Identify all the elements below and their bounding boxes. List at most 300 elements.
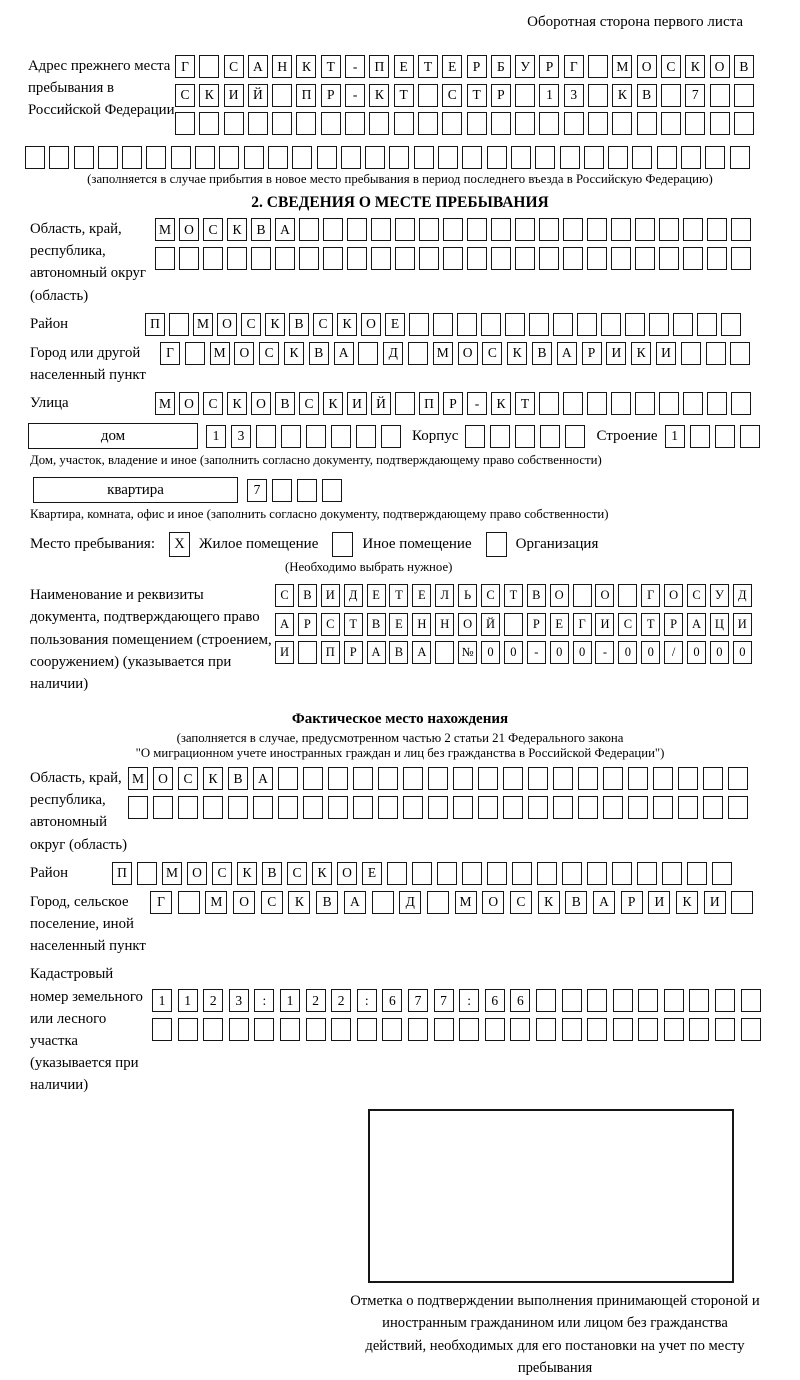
char-cell[interactable]: Е xyxy=(385,313,405,336)
char-cell[interactable] xyxy=(418,112,438,135)
char-cell[interactable] xyxy=(503,796,523,819)
char-cell[interactable] xyxy=(178,1018,198,1041)
char-cell[interactable]: К xyxy=(612,84,632,107)
char-cell[interactable]: С xyxy=(178,767,198,790)
char-cell[interactable] xyxy=(515,84,535,107)
char-cell[interactable] xyxy=(707,247,727,270)
char-cell[interactable] xyxy=(535,146,555,169)
char-cell[interactable] xyxy=(512,862,532,885)
char-cell[interactable] xyxy=(178,891,200,914)
char-cell[interactable] xyxy=(588,112,608,135)
char-cell[interactable] xyxy=(653,767,673,790)
char-cell[interactable] xyxy=(297,479,317,502)
char-cell[interactable]: Т xyxy=(641,613,660,636)
char-cell[interactable]: О xyxy=(233,891,255,914)
char-cell[interactable]: А xyxy=(248,55,268,78)
char-cell[interactable] xyxy=(356,425,376,448)
char-cell[interactable]: О xyxy=(153,767,173,790)
char-cell[interactable] xyxy=(179,247,199,270)
char-cell[interactable] xyxy=(365,146,385,169)
char-cell[interactable] xyxy=(637,112,657,135)
char-cell[interactable] xyxy=(740,425,760,448)
char-cell[interactable]: В xyxy=(228,767,248,790)
char-cell[interactable] xyxy=(741,989,761,1012)
char-cell[interactable] xyxy=(661,112,681,135)
char-cell[interactable] xyxy=(435,641,454,664)
char-cell[interactable] xyxy=(437,862,457,885)
char-cell[interactable]: К xyxy=(538,891,560,914)
char-cell[interactable] xyxy=(653,796,673,819)
char-cell[interactable]: А xyxy=(275,218,295,241)
char-cell[interactable] xyxy=(515,425,535,448)
char-cell[interactable]: Д xyxy=(383,342,403,365)
char-cell[interactable]: А xyxy=(367,641,386,664)
char-cell[interactable]: / xyxy=(664,641,683,664)
char-cell[interactable]: 0 xyxy=(687,641,706,664)
char-cell[interactable] xyxy=(457,313,477,336)
char-cell[interactable] xyxy=(203,1018,223,1041)
char-cell[interactable]: Р xyxy=(582,342,602,365)
char-cell[interactable]: Т xyxy=(504,584,523,607)
char-cell[interactable] xyxy=(608,146,628,169)
char-cell[interactable]: У xyxy=(515,55,535,78)
char-cell[interactable]: И xyxy=(733,613,752,636)
char-cell[interactable]: Д xyxy=(344,584,363,607)
char-cell[interactable]: С xyxy=(241,313,261,336)
char-cell[interactable] xyxy=(341,146,361,169)
char-cell[interactable]: Т xyxy=(394,84,414,107)
char-cell[interactable] xyxy=(678,767,698,790)
char-cell[interactable]: И xyxy=(224,84,244,107)
char-cell[interactable]: В xyxy=(527,584,546,607)
char-cell[interactable]: К xyxy=(227,392,247,415)
char-cell[interactable] xyxy=(657,146,677,169)
char-cell[interactable] xyxy=(539,218,559,241)
char-cell[interactable]: И xyxy=(595,613,614,636)
char-cell[interactable] xyxy=(331,425,351,448)
char-cell[interactable]: М xyxy=(155,218,175,241)
char-cell[interactable] xyxy=(539,247,559,270)
char-cell[interactable] xyxy=(587,989,607,1012)
char-cell[interactable] xyxy=(659,392,679,415)
char-cell[interactable] xyxy=(664,989,684,1012)
char-cell[interactable]: А xyxy=(344,891,366,914)
char-cell[interactable] xyxy=(128,796,148,819)
char-cell[interactable] xyxy=(275,247,295,270)
char-cell[interactable]: 3 xyxy=(229,989,249,1012)
char-cell[interactable]: - xyxy=(345,55,365,78)
char-cell[interactable] xyxy=(638,989,658,1012)
char-cell[interactable] xyxy=(306,1018,326,1041)
char-cell[interactable] xyxy=(303,796,323,819)
char-cell[interactable]: Е xyxy=(442,55,462,78)
char-cell[interactable] xyxy=(443,218,463,241)
char-cell[interactable]: И xyxy=(347,392,367,415)
char-cell[interactable] xyxy=(728,767,748,790)
char-cell[interactable] xyxy=(683,247,703,270)
char-cell[interactable] xyxy=(712,862,732,885)
char-cell[interactable] xyxy=(281,425,301,448)
char-cell[interactable]: 1 xyxy=(178,989,198,1012)
char-cell[interactable] xyxy=(715,1018,735,1041)
char-cell[interactable] xyxy=(707,392,727,415)
char-cell[interactable] xyxy=(382,1018,402,1041)
char-cell[interactable]: Г xyxy=(175,55,195,78)
char-cell[interactable]: Е xyxy=(412,584,431,607)
char-cell[interactable]: О xyxy=(637,55,657,78)
char-cell[interactable]: К xyxy=(631,342,651,365)
char-cell[interactable]: П xyxy=(296,84,316,107)
char-cell[interactable]: 6 xyxy=(485,989,505,1012)
char-cell[interactable] xyxy=(387,862,407,885)
char-cell[interactable]: К xyxy=(676,891,698,914)
char-cell[interactable] xyxy=(683,218,703,241)
char-cell[interactable]: В xyxy=(565,891,587,914)
char-cell[interactable] xyxy=(272,479,292,502)
char-cell[interactable] xyxy=(169,313,189,336)
char-cell[interactable] xyxy=(485,1018,505,1041)
char-cell[interactable] xyxy=(74,146,94,169)
char-cell[interactable] xyxy=(741,1018,761,1041)
char-cell[interactable]: 2 xyxy=(331,989,351,1012)
char-cell[interactable]: Й xyxy=(371,392,391,415)
char-cell[interactable] xyxy=(345,112,365,135)
checkbox-organizatsiya[interactable] xyxy=(486,532,507,557)
char-cell[interactable] xyxy=(378,796,398,819)
char-cell[interactable]: Г xyxy=(573,613,592,636)
char-cell[interactable]: Д xyxy=(733,584,752,607)
char-cell[interactable] xyxy=(661,84,681,107)
char-cell[interactable] xyxy=(577,313,597,336)
char-cell[interactable] xyxy=(98,146,118,169)
char-cell[interactable] xyxy=(256,425,276,448)
char-cell[interactable]: Н xyxy=(412,613,431,636)
char-cell[interactable] xyxy=(681,342,701,365)
char-cell[interactable] xyxy=(195,146,215,169)
char-cell[interactable]: С xyxy=(299,392,319,415)
char-cell[interactable] xyxy=(635,218,655,241)
char-cell[interactable]: Д xyxy=(399,891,421,914)
checkbox-inoe[interactable] xyxy=(332,532,353,557)
char-cell[interactable] xyxy=(328,767,348,790)
char-cell[interactable]: В xyxy=(262,862,282,885)
char-cell[interactable]: К xyxy=(312,862,332,885)
char-cell[interactable]: М xyxy=(455,891,477,914)
char-cell[interactable] xyxy=(553,796,573,819)
char-cell[interactable]: О xyxy=(482,891,504,914)
char-cell[interactable]: Т xyxy=(321,55,341,78)
char-cell[interactable]: У xyxy=(710,584,729,607)
char-cell[interactable]: П xyxy=(419,392,439,415)
char-cell[interactable]: 3 xyxy=(564,84,584,107)
char-cell[interactable] xyxy=(683,392,703,415)
char-cell[interactable]: К xyxy=(337,313,357,336)
char-cell[interactable] xyxy=(146,146,166,169)
char-cell[interactable] xyxy=(403,796,423,819)
char-cell[interactable]: Г xyxy=(150,891,172,914)
char-cell[interactable] xyxy=(721,313,741,336)
char-cell[interactable] xyxy=(317,146,337,169)
char-cell[interactable]: В xyxy=(532,342,552,365)
char-cell[interactable]: О xyxy=(234,342,254,365)
char-cell[interactable] xyxy=(690,425,710,448)
char-cell[interactable] xyxy=(563,392,583,415)
char-cell[interactable] xyxy=(730,342,750,365)
char-cell[interactable] xyxy=(272,84,292,107)
char-cell[interactable] xyxy=(419,247,439,270)
char-cell[interactable] xyxy=(178,796,198,819)
char-cell[interactable] xyxy=(25,146,45,169)
char-cell[interactable] xyxy=(588,55,608,78)
char-cell[interactable] xyxy=(322,479,342,502)
char-cell[interactable]: 3 xyxy=(231,425,251,448)
char-cell[interactable] xyxy=(628,796,648,819)
char-cell[interactable] xyxy=(296,112,316,135)
char-cell[interactable]: Е xyxy=(394,55,414,78)
char-cell[interactable]: С xyxy=(687,584,706,607)
char-cell[interactable] xyxy=(152,1018,172,1041)
char-cell[interactable] xyxy=(487,862,507,885)
char-cell[interactable] xyxy=(369,112,389,135)
char-cell[interactable]: С xyxy=(203,218,223,241)
char-cell[interactable] xyxy=(467,218,487,241)
char-cell[interactable]: Р xyxy=(491,84,511,107)
char-cell[interactable] xyxy=(687,862,707,885)
char-cell[interactable]: О xyxy=(187,862,207,885)
char-cell[interactable]: Т xyxy=(515,392,535,415)
char-cell[interactable] xyxy=(490,425,510,448)
char-cell[interactable]: Н xyxy=(272,55,292,78)
char-cell[interactable] xyxy=(467,247,487,270)
char-cell[interactable]: О xyxy=(251,392,271,415)
char-cell[interactable] xyxy=(511,146,531,169)
char-cell[interactable]: - xyxy=(467,392,487,415)
char-cell[interactable] xyxy=(251,247,271,270)
char-cell[interactable]: О xyxy=(179,392,199,415)
char-cell[interactable] xyxy=(278,767,298,790)
char-cell[interactable] xyxy=(433,313,453,336)
char-cell[interactable] xyxy=(353,767,373,790)
char-cell[interactable]: Й xyxy=(481,613,500,636)
char-cell[interactable]: Й xyxy=(248,84,268,107)
char-cell[interactable] xyxy=(299,218,319,241)
char-cell[interactable] xyxy=(731,218,751,241)
char-cell[interactable]: О xyxy=(710,55,730,78)
char-cell[interactable]: 7 xyxy=(685,84,705,107)
char-cell[interactable] xyxy=(537,862,557,885)
char-cell[interactable] xyxy=(434,1018,454,1041)
char-cell[interactable]: 7 xyxy=(434,989,454,1012)
char-cell[interactable] xyxy=(697,313,717,336)
char-cell[interactable] xyxy=(528,767,548,790)
char-cell[interactable]: И xyxy=(704,891,726,914)
char-cell[interactable] xyxy=(453,767,473,790)
char-cell[interactable] xyxy=(553,313,573,336)
char-cell[interactable] xyxy=(587,247,607,270)
char-cell[interactable]: 2 xyxy=(203,989,223,1012)
char-cell[interactable] xyxy=(553,767,573,790)
char-cell[interactable] xyxy=(357,1018,377,1041)
char-cell[interactable]: А xyxy=(253,767,273,790)
char-cell[interactable]: О xyxy=(361,313,381,336)
char-cell[interactable]: В xyxy=(367,613,386,636)
char-cell[interactable]: Ц xyxy=(710,613,729,636)
char-cell[interactable] xyxy=(491,218,511,241)
char-cell[interactable]: В xyxy=(251,218,271,241)
char-cell[interactable]: О xyxy=(458,342,478,365)
char-cell[interactable] xyxy=(122,146,142,169)
char-cell[interactable] xyxy=(278,796,298,819)
char-cell[interactable]: А xyxy=(557,342,577,365)
char-cell[interactable]: Р xyxy=(621,891,643,914)
char-cell[interactable] xyxy=(564,112,584,135)
char-cell[interactable]: М xyxy=(433,342,453,365)
char-cell[interactable] xyxy=(588,84,608,107)
char-cell[interactable] xyxy=(323,218,343,241)
char-cell[interactable] xyxy=(224,112,244,135)
char-cell[interactable]: - xyxy=(527,641,546,664)
char-cell[interactable] xyxy=(427,891,449,914)
char-cell[interactable] xyxy=(562,862,582,885)
char-cell[interactable] xyxy=(536,1018,556,1041)
char-cell[interactable]: В xyxy=(309,342,329,365)
char-cell[interactable]: К xyxy=(288,891,310,914)
char-cell[interactable] xyxy=(578,796,598,819)
char-cell[interactable] xyxy=(613,1018,633,1041)
char-cell[interactable]: Т xyxy=(467,84,487,107)
char-cell[interactable]: М xyxy=(210,342,230,365)
char-cell[interactable]: Л xyxy=(435,584,454,607)
char-cell[interactable] xyxy=(331,1018,351,1041)
char-cell[interactable] xyxy=(731,247,751,270)
char-cell[interactable] xyxy=(199,112,219,135)
char-cell[interactable] xyxy=(137,862,157,885)
char-cell[interactable] xyxy=(395,218,415,241)
char-cell[interactable]: С xyxy=(259,342,279,365)
char-cell[interactable]: С xyxy=(212,862,232,885)
char-cell[interactable] xyxy=(203,247,223,270)
char-cell[interactable] xyxy=(715,989,735,1012)
char-cell[interactable] xyxy=(710,84,730,107)
char-cell[interactable] xyxy=(560,146,580,169)
char-cell[interactable]: К xyxy=(491,392,511,415)
char-cell[interactable]: : xyxy=(459,989,479,1012)
char-cell[interactable] xyxy=(442,112,462,135)
char-cell[interactable] xyxy=(539,392,559,415)
char-cell[interactable] xyxy=(528,796,548,819)
char-cell[interactable]: С xyxy=(313,313,333,336)
char-cell[interactable] xyxy=(536,989,556,1012)
char-cell[interactable] xyxy=(478,796,498,819)
char-cell[interactable]: 0 xyxy=(710,641,729,664)
char-cell[interactable] xyxy=(155,247,175,270)
char-cell[interactable] xyxy=(49,146,69,169)
char-cell[interactable]: С xyxy=(175,84,195,107)
char-cell[interactable] xyxy=(637,862,657,885)
char-cell[interactable]: С xyxy=(661,55,681,78)
char-cell[interactable] xyxy=(306,425,326,448)
char-cell[interactable]: 0 xyxy=(550,641,569,664)
char-cell[interactable]: Р xyxy=(527,613,546,636)
char-cell[interactable] xyxy=(703,767,723,790)
char-cell[interactable]: Н xyxy=(435,613,454,636)
char-cell[interactable]: Р xyxy=(539,55,559,78)
char-cell[interactable]: В xyxy=(637,84,657,107)
char-cell[interactable]: К xyxy=(199,84,219,107)
char-cell[interactable]: И xyxy=(275,641,294,664)
char-cell[interactable]: 0 xyxy=(481,641,500,664)
char-cell[interactable]: С xyxy=(321,613,340,636)
char-cell[interactable] xyxy=(419,218,439,241)
char-cell[interactable] xyxy=(565,425,585,448)
char-cell[interactable] xyxy=(481,313,501,336)
char-cell[interactable] xyxy=(412,862,432,885)
char-cell[interactable] xyxy=(303,767,323,790)
char-cell[interactable] xyxy=(578,767,598,790)
char-cell[interactable] xyxy=(459,1018,479,1041)
char-cell[interactable]: Е xyxy=(389,613,408,636)
char-cell[interactable] xyxy=(659,247,679,270)
char-cell[interactable]: К xyxy=(284,342,304,365)
char-cell[interactable] xyxy=(389,146,409,169)
char-cell[interactable]: Г xyxy=(641,584,660,607)
char-cell[interactable] xyxy=(612,862,632,885)
char-cell[interactable]: : xyxy=(254,989,274,1012)
char-cell[interactable] xyxy=(153,796,173,819)
char-cell[interactable] xyxy=(395,247,415,270)
char-cell[interactable] xyxy=(705,146,725,169)
char-cell[interactable] xyxy=(515,218,535,241)
char-cell[interactable] xyxy=(673,313,693,336)
char-cell[interactable] xyxy=(203,796,223,819)
char-cell[interactable] xyxy=(664,1018,684,1041)
char-cell[interactable]: 0 xyxy=(618,641,637,664)
char-cell[interactable]: Е xyxy=(550,613,569,636)
char-cell[interactable] xyxy=(395,392,415,415)
char-cell[interactable] xyxy=(563,218,583,241)
char-cell[interactable] xyxy=(515,247,535,270)
char-cell[interactable]: Ь xyxy=(458,584,477,607)
char-cell[interactable]: С xyxy=(287,862,307,885)
char-cell[interactable]: О xyxy=(550,584,569,607)
char-cell[interactable]: В xyxy=(389,641,408,664)
char-cell[interactable] xyxy=(529,313,549,336)
char-cell[interactable] xyxy=(710,112,730,135)
char-cell[interactable] xyxy=(611,392,631,415)
char-cell[interactable] xyxy=(353,796,373,819)
char-cell[interactable]: А xyxy=(412,641,431,664)
char-cell[interactable] xyxy=(418,84,438,107)
char-cell[interactable] xyxy=(298,641,317,664)
char-cell[interactable] xyxy=(681,146,701,169)
char-cell[interactable] xyxy=(734,112,754,135)
char-cell[interactable] xyxy=(731,891,753,914)
char-cell[interactable]: Р xyxy=(298,613,317,636)
char-cell[interactable]: Г xyxy=(160,342,180,365)
char-cell[interactable] xyxy=(613,989,633,1012)
char-cell[interactable] xyxy=(253,796,273,819)
char-cell[interactable] xyxy=(175,112,195,135)
char-cell[interactable] xyxy=(428,767,448,790)
char-cell[interactable]: Р xyxy=(321,84,341,107)
char-cell[interactable]: 0 xyxy=(504,641,523,664)
char-cell[interactable]: К xyxy=(227,218,247,241)
char-cell[interactable]: : xyxy=(357,989,377,1012)
char-cell[interactable]: 0 xyxy=(573,641,592,664)
char-cell[interactable] xyxy=(272,112,292,135)
char-cell[interactable]: В xyxy=(298,584,317,607)
char-cell[interactable] xyxy=(703,796,723,819)
